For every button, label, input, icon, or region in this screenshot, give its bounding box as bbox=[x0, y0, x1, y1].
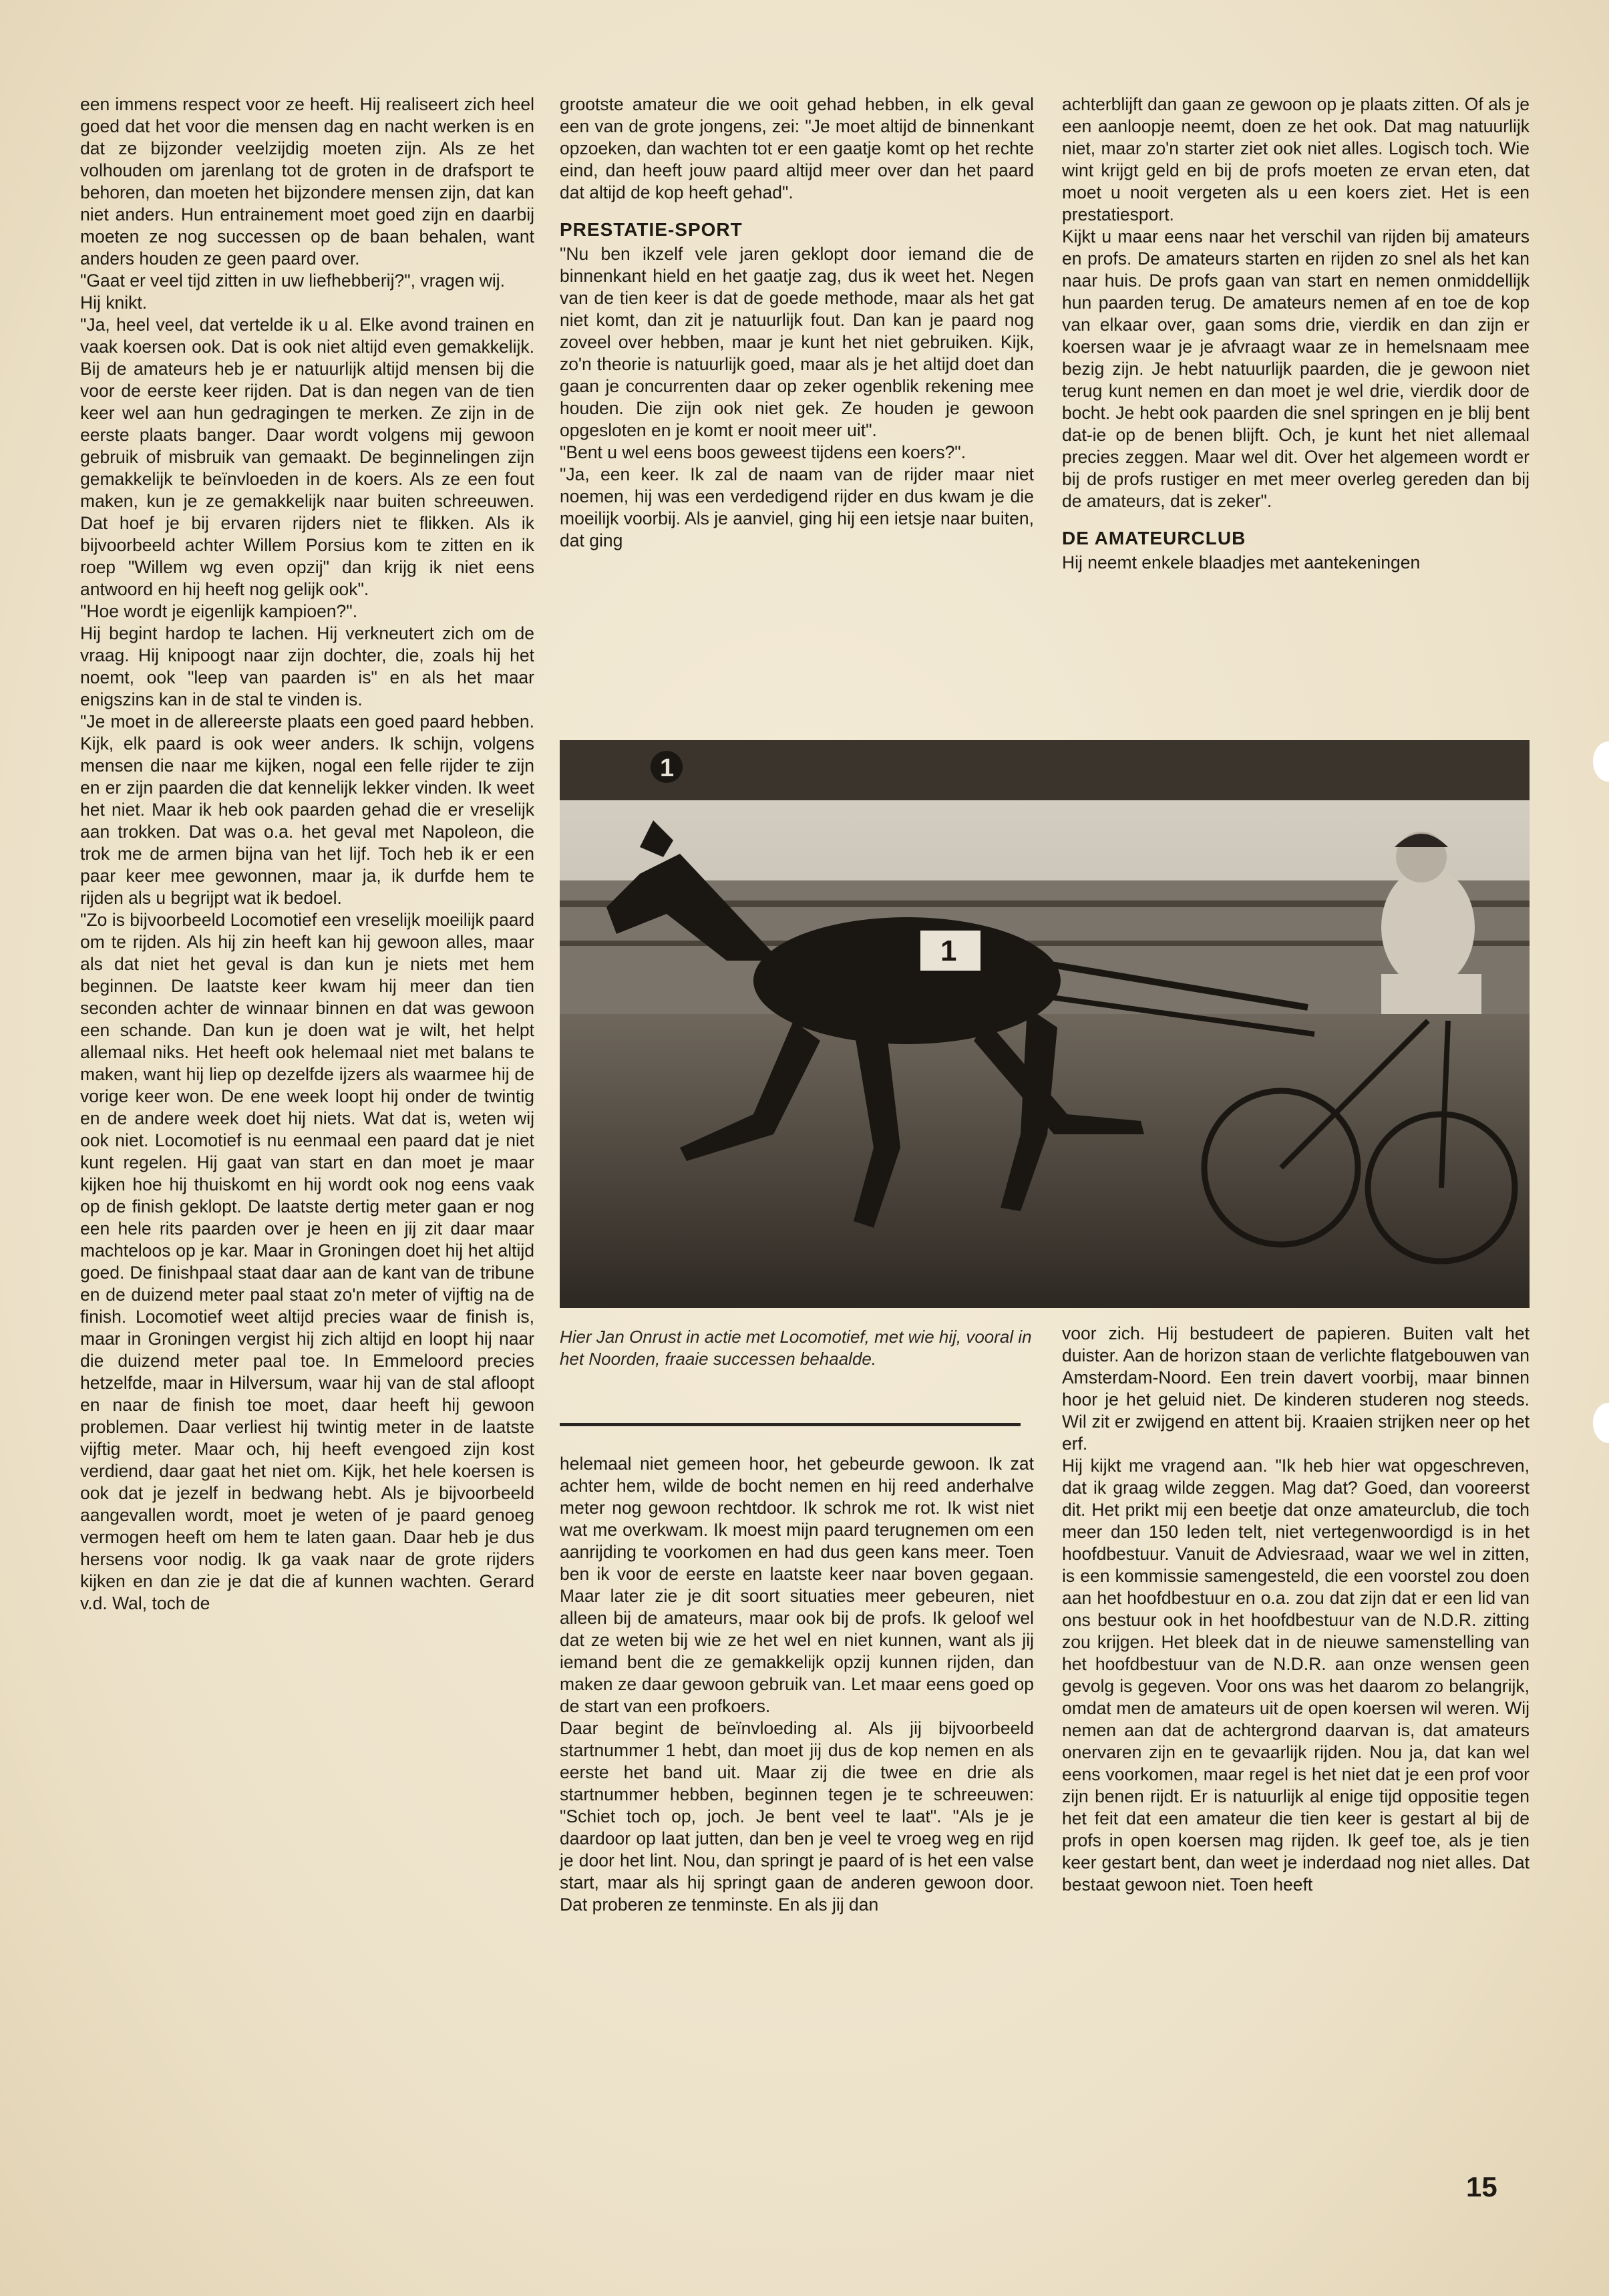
paragraph: "Hoe wordt je eigenlijk kampioen?". bbox=[80, 601, 358, 621]
photo-harness-racing bbox=[560, 740, 1530, 1308]
paragraph: helemaal niet gemeen hoor, het gebeurde gewoon. Ik zat achter hem, wilde de bocht nemen en hij reed anderhalve meter nog gewoon rechtdoor. Ik schrok me rot. Ik wist niet wat me overkwam. Ik moest mijn paard terugnemen om een aanrijding te voorkomen en had dus geen kans meer. Toen ben ik voor de eerste en laatste keer naar boven gegaan. Maar later zie je dit soort situaties meer gebeuren, niet alleen bij de amateurs, maar ook bij de profs. Ik geloof wel dat ze weten bij wie ze het wel en niet kunnen, want als jij iemand bent die ze gemakkelijk opzij kunnen rijden, dan maken ze daar gewoon gebruik van. Let maar eens goed op de start van een profkoers. bbox=[560, 1454, 1034, 1716]
divider bbox=[560, 1423, 1021, 1426]
paragraph: "Zo is bijvoorbeeld Locomotief een vreselijk moeilijk paard om te rijden. Als hij zin heeft kan hij gewoon alles, maar als dat niet het geval is dan kun je niets met hem beginnen. De laatste keer kwam hij meer dan tien seconden achter de winnaar binnen en dat was gewoon een schande. Dan kun je doen wat je wilt, het helpt allemaal niks. Het heeft ook helemaal niet met balans te maken, want hij liep op dezelfde ijzers als waarmee hij de vorige keer won. De ene week loopt hij onder de twintig en de andere week doet hij niets. Wat dat is, weten wij ook niet. Locomotief is nu eenmaal een paard dat je niet kunt regelen. Hij gaat van start en dan moet je maar kijken hoe hij thuiskomt en hij wordt ook nog eens vaak op de finish geklopt. De laatste dertig meter gaan er nog een hele rits paarden over je heen en jij zit daar maar machteloos op je kar. Maar in Groningen doet hij het altijd goed. De finishpaal staat daar aan de kant van de tribune en de duizend meter paal staat zo'n meter of vijftig na de finish. Locomotief weet altijd precies waar de finish is, maar in Groningen vergist hij zich altijd en loopt hij naar die duizend meter paal toe. In Emmeloord precies hetzelfde, maar in Hilversum, waar hij van de stal afloopt en naar de finish toe moet, daar heeft hij gewoon problemen. Daar verliest hij twintig meter in de laatste vijftig meter. Maar och, hij heeft evengoed zijn kost verdiend, daar gaat het niet om. Kijk, het hele koersen is ook dat je jezelf in bedwang hebt. Als je bijvoorbeeld aangevallen wordt, moet je weten of je paard genoeg vermogen heeft om hem te laten gaan. Daar heb je dus hersens voor nodig. Ik ga vaak naar de grote rijders kijken en dan zie je dat die af kunnen wachten. Gerard v.d. Wal, toch de bbox=[80, 910, 534, 1613]
paragraph: Hij neemt enkele blaadjes met aantekeningen bbox=[1062, 552, 1421, 572]
head-number: 1 bbox=[660, 754, 675, 782]
paragraph: achterblijft dan gaan ze gewoon op je plaats zitten. Of als je een aanloopje neemt, doen ze het ook. Dat mag natuurlijk niet, maar zo'n starter ziet ook niet alles. Logisch toch. Wie wint krijgt geld en bij de profs moeten ze ervan eten, dat moet u nooit vergeten als u een koers ziet. Het is een prestatiesport. bbox=[1062, 94, 1530, 224]
paragraph: "Ja, een keer. Ik zal de naam van de rijder maar niet noemen, hij was een verdedigend rijder en dus kwam je die moeilijk voorbij. Als je aanviel, ging hij een ietsje naar buiten, dat ging bbox=[560, 464, 1035, 550]
paragraph: "Gaat er veel tijd zitten in uw liefhebberij?", vragen wij. bbox=[80, 271, 505, 291]
column-2-top bbox=[560, 94, 1034, 552]
paragraph: Hij knikt. bbox=[80, 293, 148, 313]
column-2-bottom bbox=[560, 1453, 1034, 1916]
paragraph: voor zich. Hij bestudeert de papieren. Buiten valt het duister. Aan de horizon staan de verlichte flatgebouwen van Amsterdam-Noord. Een trein davert voorbij, maar binnen hoor je het geluid niet. De kinderen studeren nog steeds. Wil zit er zwijgend en attent bij. Kraaien strijken neer op het erf. bbox=[1062, 1323, 1530, 1454]
punch-hole bbox=[1593, 1403, 1609, 1443]
photo-illustration bbox=[560, 740, 1530, 1308]
photo-caption: Hier Jan Onrust in actie met Locomotief, met wie hij, vooral in het Noorden, fraaie successen behaalde. bbox=[560, 1327, 1032, 1369]
column-3-bottom bbox=[1062, 1323, 1530, 1896]
paragraph: "Bent u wel eens boos geweest tijdens een koers?". bbox=[560, 442, 966, 462]
page-number: 15 bbox=[1466, 2171, 1497, 2202]
section-heading-prestatie-sport: PRESTATIE-SPORT bbox=[560, 219, 743, 240]
paragraph: grootste amateur die we ooit gehad hebben, in elk geval een van de grote jongens, zei: "Je moet altijd de binnenkant opzoeken, dan wachten tot er een gaatje komt op het rechte eind, dan heeft jouw paard altijd meer over dan het paard dat altijd de kop heeft gehad". bbox=[560, 94, 1034, 202]
paragraph: Daar begint de beïnvloeding al. Als jij bijvoorbeeld startnummer 1 hebt, dan moet jij dus de kop nemen en als eerste het band uit. Maar zij die twee en drie als startnummer hebben, beginnen tegen je te schreeuwen: "Schiet toch op, joch. Je bent veel te laat". "Als je je daardoor op laat jutten, dan ben je veel te vroeg weg en rijd je door het lint. Nou, dan springt je paard of is het een valse start, maar als hij springt gaan de anderen gewoon door. Dat proberen ze tenminste. En als jij dan bbox=[560, 1718, 1034, 1915]
paragraph: Kijkt u maar eens naar het verschil van rijden bij amateurs en profs. De amateurs starten en rijden zo snel als het kan naar huis. De profs gaan van start en nemen onmiddellijk hun paarden terug. De amateurs nemen af en toe de kop van elkaar over, gaan soms drie, vierdik en dan zijn er koersen waar je je afvraagt waar ze in hemelsnaam mee bezig zijn. Je hebt natuurlijk paarden, die je gewoon niet terug kunt nemen en dan moet je wel drie, vierdik door de bocht. Je hebt ook paarden die snel springen en je blij bent dat-ie op de benen blijft. Och, je kunt het niet allemaal precies zeggen. Maar wel dit. Over het algemeen wordt er bij de profs rustiger en met meer overleg gereden dan bij de amateurs, dat is zeker". bbox=[1062, 226, 1530, 511]
paragraph: "Nu ben ikzelf vele jaren geklopt door iemand die de binnenkant hield en het gaatje zag, dus ik weet het. Negen van de tien keer is dat de goede methode, maar als het gat niet komt, dan zit je natuurlijk fout. Dan kan je paard nog zoveel over hebben, maar je kunt het niet gebruiken. Kijk, zo'n theorie is natuurlijk goed, maar als je het altijd doet dan gaan je concurrenten daar op zeker ogenblik rekening mee houden. Die zijn ook niet gek. Ze houden je gewoon opgesloten en je komt er nooit meer uit". bbox=[560, 244, 1034, 440]
paragraph: "Ja, heel veel, dat vertelde ik u al. Elke avond trainen en vaak koersen ook. Dat is ook niet altijd even gemakkelijk. Bij de amateurs heb je er natuurlijk altijd mensen bij die voor de eerste keer rijden. Dat is dan negen van de tien keer wel aan hun gedragingen te merken. Ze zijn in de eerste plaats banger. Daar wordt volgens mij gewoon gebruik of misbruik van gemaakt. De beginnelingen zijn gemakkelijk te beïnvloeden in de koers. Als ze een fout maken, kun je ze gemakkelijk naar buiten schreeuwen. Dat hoef je bij ervaren rijders niet te flikken. Als ik bijvoorbeeld achter Willem Porsius kom te zitten en ik roep "Willem wg even opzij" dan krijg ik niet eens antwoord en hij heeft nog gelijk ook". bbox=[80, 315, 534, 599]
paragraph: Hij begint hardop te lachen. Hij verkneutert zich om de vraag. Hij knipoogt naar zijn dochter, die, zoals hij het noemt, ook "leep van paarden is" en als het maar enigszins kan in de stal te vinden is. bbox=[80, 623, 534, 709]
paragraph: een immens respect voor ze heeft. Hij realiseert zich heel goed dat het voor die mensen dag en nacht werken is en dat ze bijzonder veelzijdig moeten zijn. Als ze het volhouden om jarenlang tot de groten in de drafsport te behoren, dan moeten het bijzondere mensen zijn, dat kan niet anders. Hun entrainement moet goed zijn en daarbij moeten ze nog successen op de baan behalen, want anders houden ze geen paard over. bbox=[80, 94, 534, 269]
paragraph: Hij kijkt me vragend aan. "Ik heb hier wat opgeschreven, dat ik graag wilde zeggen. Mag dat? Goed, dan vooreerst dit. Het prikt mij een beetje dat onze amateurclub, die toch meer dan 150 leden telt, niet vertegenwoordigd is in het hoofdbestuur. Vanuit de Adviesraad, waar we wel in zitten, is een kommissie samengesteld, die een voorstel zou doen aan het hoofdbestuur en o.a. zou dat zijn dat er een lid van ons bestuur ook in het hoofdbestuur van de N.D.R. zitting zou krijgen. Het bleek dat in de nieuwe samenstelling van het hoofdbestuur van de N.D.R. aan onze wensen geen gevolg is gegeven. Voor ons was het daarom zo belangrijk, omdat men de amateurs uit de open koersen wil weren. Wij nemen aan dat de achtergrond daarvan is, dat amateurs onervaren zijn en te gevaarlijk rijden. Nou ja, dat kan wel eens voorkomen, maar regel is het niet dat je een prof voor zijn benen rijdt. Er is natuurlijk al enige tijd oppositie tegen het feit dat een amateur die tien keer is gestart al bij de profs in open koersen mag rijden. Ik geef toe, als je tien keer gestart bent, dan weet je inderdaad nog niet alles. Dat bestaat gewoon niet. Toen heeft bbox=[1062, 1456, 1530, 1895]
section-heading-de-amateurclub: DE AMATEURCLUB bbox=[1062, 528, 1246, 548]
column-3-top bbox=[1062, 94, 1530, 574]
column-1 bbox=[80, 94, 534, 1615]
saddle-number: 1 bbox=[940, 935, 957, 967]
paragraph: "Je moet in de allereerste plaats een goed paard hebben. Kijk, elk paard is ook weer anders. Ik schijn, volgens mensen die naar me kijken, nogal een felle rijder te zijn en er zijn paarden die dat kennelijk lekker vinden. Ik weet het niet. Maar ik heb ook paarden gehad die er vreselijk aan trokken. Dat was o.a. het geval met Napoleon, die trok me de armen bijna van het lijf. Toch heb ik er een paar keer mee gewonnen, maar ja, ik durfde hem te rijden als u begrijpt wat ik bedoel. bbox=[80, 711, 534, 908]
punch-hole bbox=[1593, 742, 1609, 782]
